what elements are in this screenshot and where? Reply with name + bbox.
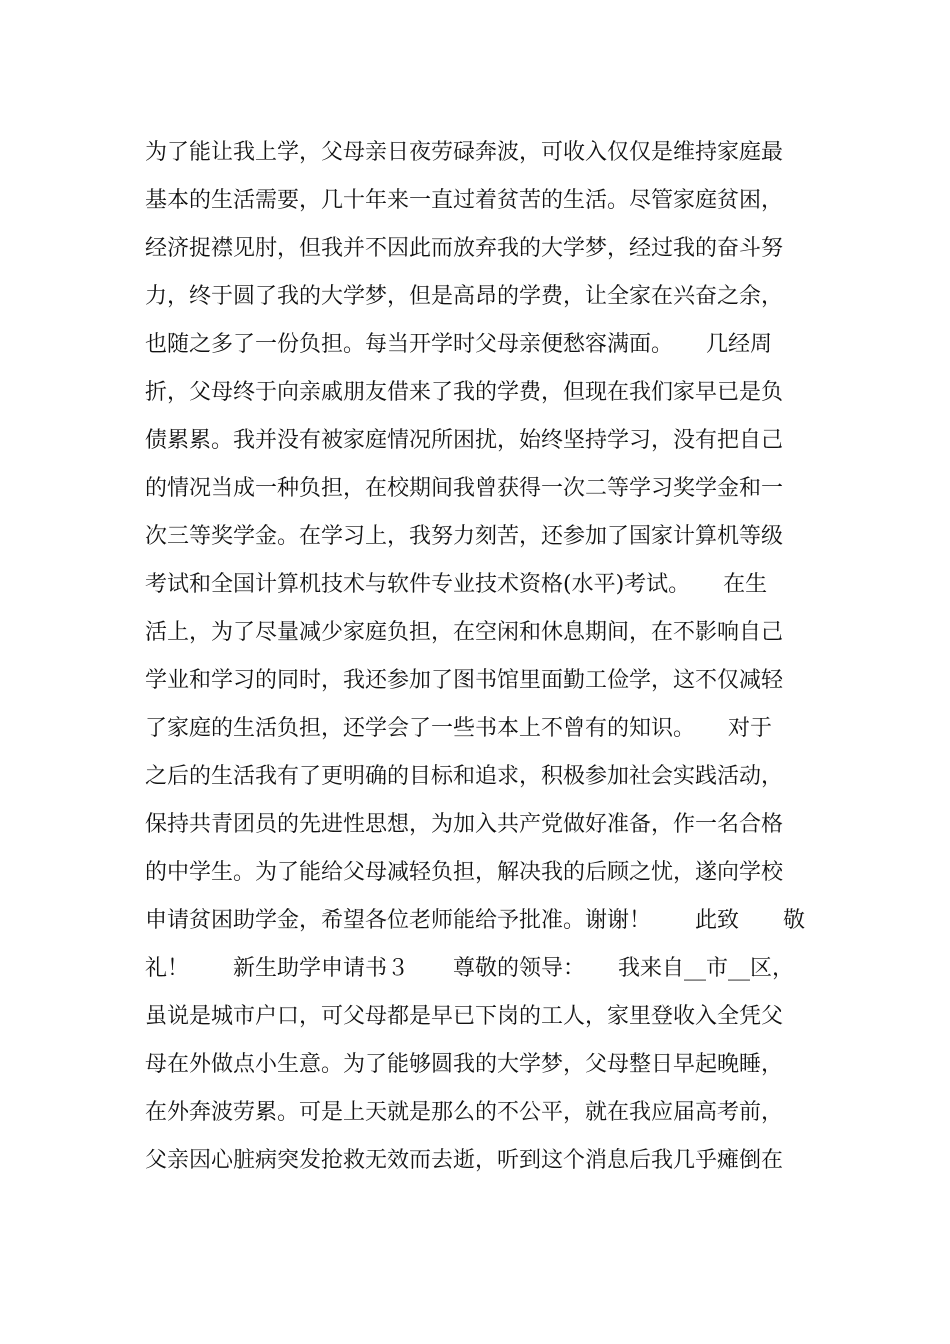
text-line: 活上，为了尽量减少家庭负担，在空闲和休息期间，在不影响自己 <box>145 620 784 645</box>
text-line: 考试和全国计算机技术与软件专业技术资格(水平)考试。 在生 <box>145 572 768 597</box>
text-line: 礼！ 新生助学申请书３ 尊敬的领导： 我来自__市__区， <box>145 956 795 981</box>
text-line: 虽说是城市户口，可父母都是早已下岗的工人，家里登收入全凭父 <box>145 1004 784 1029</box>
text-line: 基本的生活需要，几十年来一直过着贫苦的生活。尽管家庭贫困， <box>145 188 784 213</box>
text-line: 经济捉襟见肘，但我并不因此而放弃我的大学梦，经过我的奋斗努 <box>145 236 784 261</box>
document-body <box>145 133 815 1189</box>
text-line: 之后的生活我有了更明确的目标和追求，积极参加社会实践活动， <box>145 764 784 789</box>
text-line: 了家庭的生活负担，还学会了一些书本上不曾有的知识。 对于 <box>145 716 773 741</box>
text-line: 债累累。我并没有被家庭情况所困扰，始终坚持学习，没有把自己 <box>145 428 784 453</box>
text-line: 学业和学习的同时，我还参加了图书馆里面勤工俭学，这不仅减轻 <box>145 668 784 693</box>
text-line: 为了能让我上学，父母亲日夜劳碌奔波，可收入仅仅是维持家庭最 <box>145 140 784 165</box>
text-line: 的中学生。为了能给父母减轻负担，解决我的后顾之忧，遂向学校 <box>145 860 784 885</box>
text-line: 母在外做点小生意。为了能够圆我的大学梦，父母整日早起晚睡， <box>145 1052 784 1077</box>
text-line: 也随之多了一份负担。每当开学时父母亲便愁容满面。 几经周 <box>145 332 773 357</box>
text-line: 次三等奖学金。在学习上，我努力刻苦，还参加了国家计算机等级 <box>145 524 784 549</box>
text-line: 保持共青团员的先进性思想，为加入共产党做好准备，作一名合格 <box>145 812 784 837</box>
text-line: 折，父母终于向亲戚朋友借来了我的学费，但现在我们家早已是负 <box>145 380 784 405</box>
text-line: 在外奔波劳累。可是上天就是那么的不公平，就在我应届高考前， <box>145 1100 784 1125</box>
text-line: 的情况当成一种负担，在校期间我曾获得一次二等学习奖学金和一 <box>145 476 784 501</box>
text-line: 申请贫困助学金，希望各位老师能给予批准。谢谢！ 此致 敬 <box>145 908 806 933</box>
text-line: 力，终于圆了我的大学梦，但是高昂的学费，让全家在兴奋之余， <box>145 284 784 309</box>
text-line: 父亲因心脏病突发抢救无效而去逝，听到这个消息后我几乎瘫倒在 <box>145 1148 784 1173</box>
